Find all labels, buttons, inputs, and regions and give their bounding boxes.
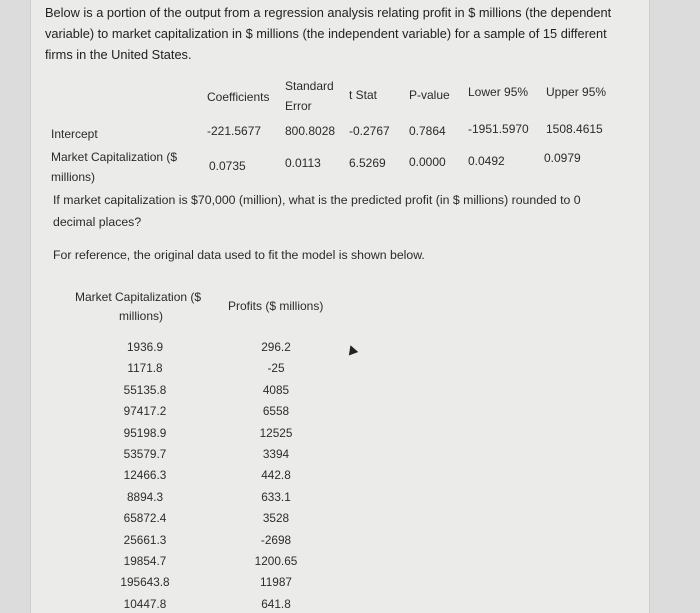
data-cell-mktcap: 95198.9 <box>123 425 167 440</box>
data-cell-profit: 12525 <box>259 425 293 440</box>
data-cell-mktcap: 25661.3 <box>123 532 167 547</box>
data-col1-header-line2: millions) <box>119 309 164 323</box>
data-cell-profit: 11987 <box>260 575 292 590</box>
data-cell-mktcap: 8894.3 <box>126 489 164 504</box>
data-cell-profit: 3394 <box>262 447 290 461</box>
intercept-label: Intercept <box>51 127 98 141</box>
data-cell-mktcap: 12466.3 <box>123 468 167 483</box>
question-line1: If market capitalization is $70,000 (million), what is the predicted profit (in $ millions) rounded to 0 <box>53 193 581 207</box>
intro-paragraph: Below is a portion of the output from a regression analysis relating profit in $ millions (the dependent variable) to market capitalization in $ millions (the independent variable) for a sample of 15 different firms in the United States. <box>45 5 612 62</box>
data-cell-mktcap: 65872.4 <box>123 511 167 526</box>
data-cell-profit: 3528 <box>262 511 290 526</box>
header-coefficients: Coefficients <box>207 90 270 104</box>
intercept-t-stat: -0.2767 <box>349 124 390 138</box>
document-page <box>30 0 650 613</box>
data-cell-mktcap: 1936.9 <box>126 340 164 354</box>
header-pvalue: P-value <box>409 88 450 102</box>
data-col1-header-line1: Market Capitalization ($ <box>75 290 202 304</box>
data-cell-mktcap: 1171.8 <box>127 361 163 376</box>
data-cell-mktcap: 195643.8 <box>120 575 170 590</box>
data-cell-profit: 4085 <box>262 382 290 397</box>
data-cell-mktcap: 53579.7 <box>123 447 167 461</box>
data-cell-mktcap: 10447.8 <box>123 596 167 611</box>
mktcap-t-stat: 6.5269 <box>349 156 386 170</box>
reference-note: For reference, the original data used to fit the model is shown below. <box>53 248 425 262</box>
mktcap-upper95: 0.0979 <box>544 151 581 165</box>
data-cell-mktcap: 55135.8 <box>123 382 167 397</box>
data-cell-profit: -2698 <box>260 532 292 547</box>
data-cell-mktcap: 97417.2 <box>123 404 167 419</box>
data-cell-mktcap: 19854.7 <box>123 554 167 568</box>
data-cell-profit: 296.2 <box>261 340 291 354</box>
intercept-std-error: 800.8028 <box>285 124 336 138</box>
data-cell-profit: 641.8 <box>261 596 291 611</box>
header-upper95: Upper 95% <box>546 85 607 99</box>
intercept-upper95: 1508.4615 <box>546 122 603 136</box>
mktcap-lower95: 0.0492 <box>468 154 505 168</box>
question-line2: decimal places? <box>53 215 142 229</box>
mktcap-p-value: 0.0000 <box>409 155 446 169</box>
data-cell-profit: 1200.65 <box>254 554 298 568</box>
mktcap-label-line1: Market Capitalization ($ <box>51 150 178 164</box>
mouse-cursor-icon <box>346 344 358 356</box>
data-cell-profit: -25 <box>267 361 285 376</box>
mktcap-label-line2: millions) <box>51 170 96 184</box>
data-cell-profit: 442.8 <box>261 468 291 483</box>
data-cell-profit: 633.1 <box>261 489 291 504</box>
header-error: Error <box>285 99 312 113</box>
data-cell-profit: 6558 <box>262 404 290 419</box>
header-lower95: Lower 95% <box>468 85 529 99</box>
intercept-coefficient: -221.5677 <box>207 124 262 138</box>
intercept-p-value: 0.7864 <box>409 124 446 138</box>
mktcap-std-error: 0.0113 <box>285 156 321 170</box>
header-standard: Standard <box>285 79 334 93</box>
header-tstat: t Stat <box>349 88 378 102</box>
data-col2-header: Profits ($ millions) <box>228 299 324 313</box>
mktcap-coefficient: 0.0735 <box>209 159 246 173</box>
intercept-lower95: -1951.5970 <box>468 122 529 136</box>
